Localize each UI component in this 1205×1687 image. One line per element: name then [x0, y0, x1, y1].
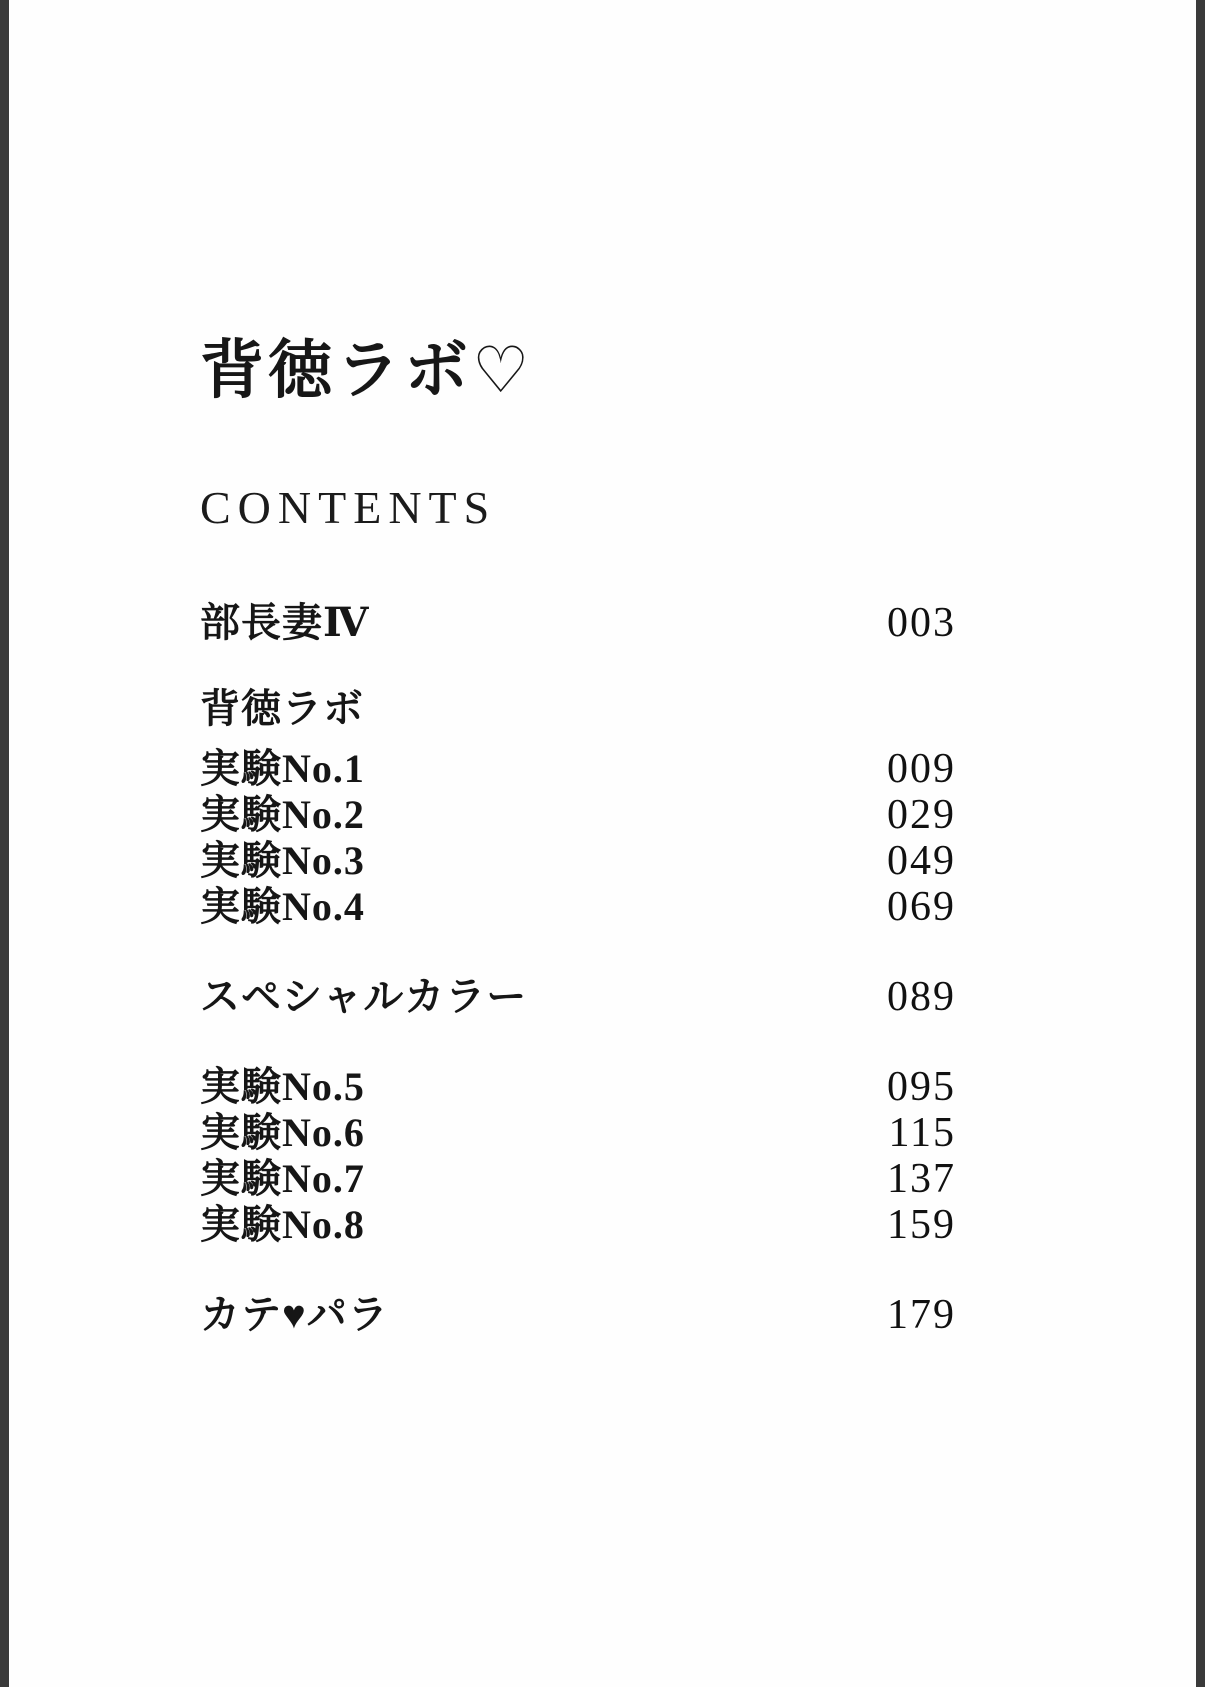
toc-entry-label: 実験No.4 — [200, 884, 365, 929]
toc-entry-jikken-no3 — [200, 838, 956, 884]
toc-entry-page: 115 — [888, 1110, 956, 1156]
toc-entry-page: 069 — [887, 884, 956, 930]
contents-heading: CONTENTS — [200, 482, 497, 533]
toc-entry-page: 179 — [887, 1292, 956, 1338]
toc-section-label: 背徳ラボ — [200, 686, 364, 731]
toc-entry-page: 049 — [887, 838, 956, 884]
toc-section-haitoku-lab — [200, 686, 956, 732]
toc-entry-page: 089 — [887, 974, 956, 1020]
toc-entry-kate-para — [200, 1292, 956, 1338]
toc-entry-jikken-no4 — [200, 884, 956, 930]
right-page-edge-bar — [1196, 0, 1205, 1687]
toc-entry-label: カテ♥パラ — [200, 1292, 389, 1337]
toc-entry-label: 実験No.3 — [200, 838, 365, 883]
toc-entry-label: スペシャルカラー — [200, 974, 528, 1019]
toc-entry-jikken-no6 — [200, 1110, 956, 1156]
toc-list — [200, 600, 956, 1338]
toc-entry-page: 009 — [887, 746, 956, 792]
toc-entry-jikken-no7 — [200, 1156, 956, 1202]
toc-entry-label: 実験No.5 — [200, 1064, 365, 1109]
left-page-edge-bar — [0, 0, 9, 1687]
toc-entry-label: 実験No.8 — [200, 1202, 365, 1247]
toc-entry-label: 部長妻Ⅳ — [200, 600, 370, 645]
toc-entry-page: 095 — [887, 1064, 956, 1110]
toc-entry-label: 実験No.2 — [200, 792, 365, 837]
toc-entry-page: 003 — [887, 600, 956, 646]
toc-entry-jikken-no5 — [200, 1064, 956, 1110]
toc-entry-label: 実験No.7 — [200, 1156, 365, 1201]
toc-entry-page: 137 — [887, 1156, 956, 1202]
toc-entry-jikken-no2 — [200, 792, 956, 838]
toc-content — [200, 0, 956, 1338]
toc-entry-jikken-no1 — [200, 746, 956, 792]
toc-entry-page: 159 — [887, 1202, 956, 1248]
book-title: 背徳ラボ♡ — [200, 335, 534, 406]
toc-entry-special-color — [200, 974, 956, 1020]
toc-entry-buchou-tsuma-iv — [200, 600, 956, 646]
toc-entry-label: 実験No.1 — [200, 746, 365, 791]
toc-entry-jikken-no8 — [200, 1202, 956, 1248]
toc-entry-page: 029 — [887, 792, 956, 838]
toc-entry-label: 実験No.6 — [200, 1110, 365, 1155]
